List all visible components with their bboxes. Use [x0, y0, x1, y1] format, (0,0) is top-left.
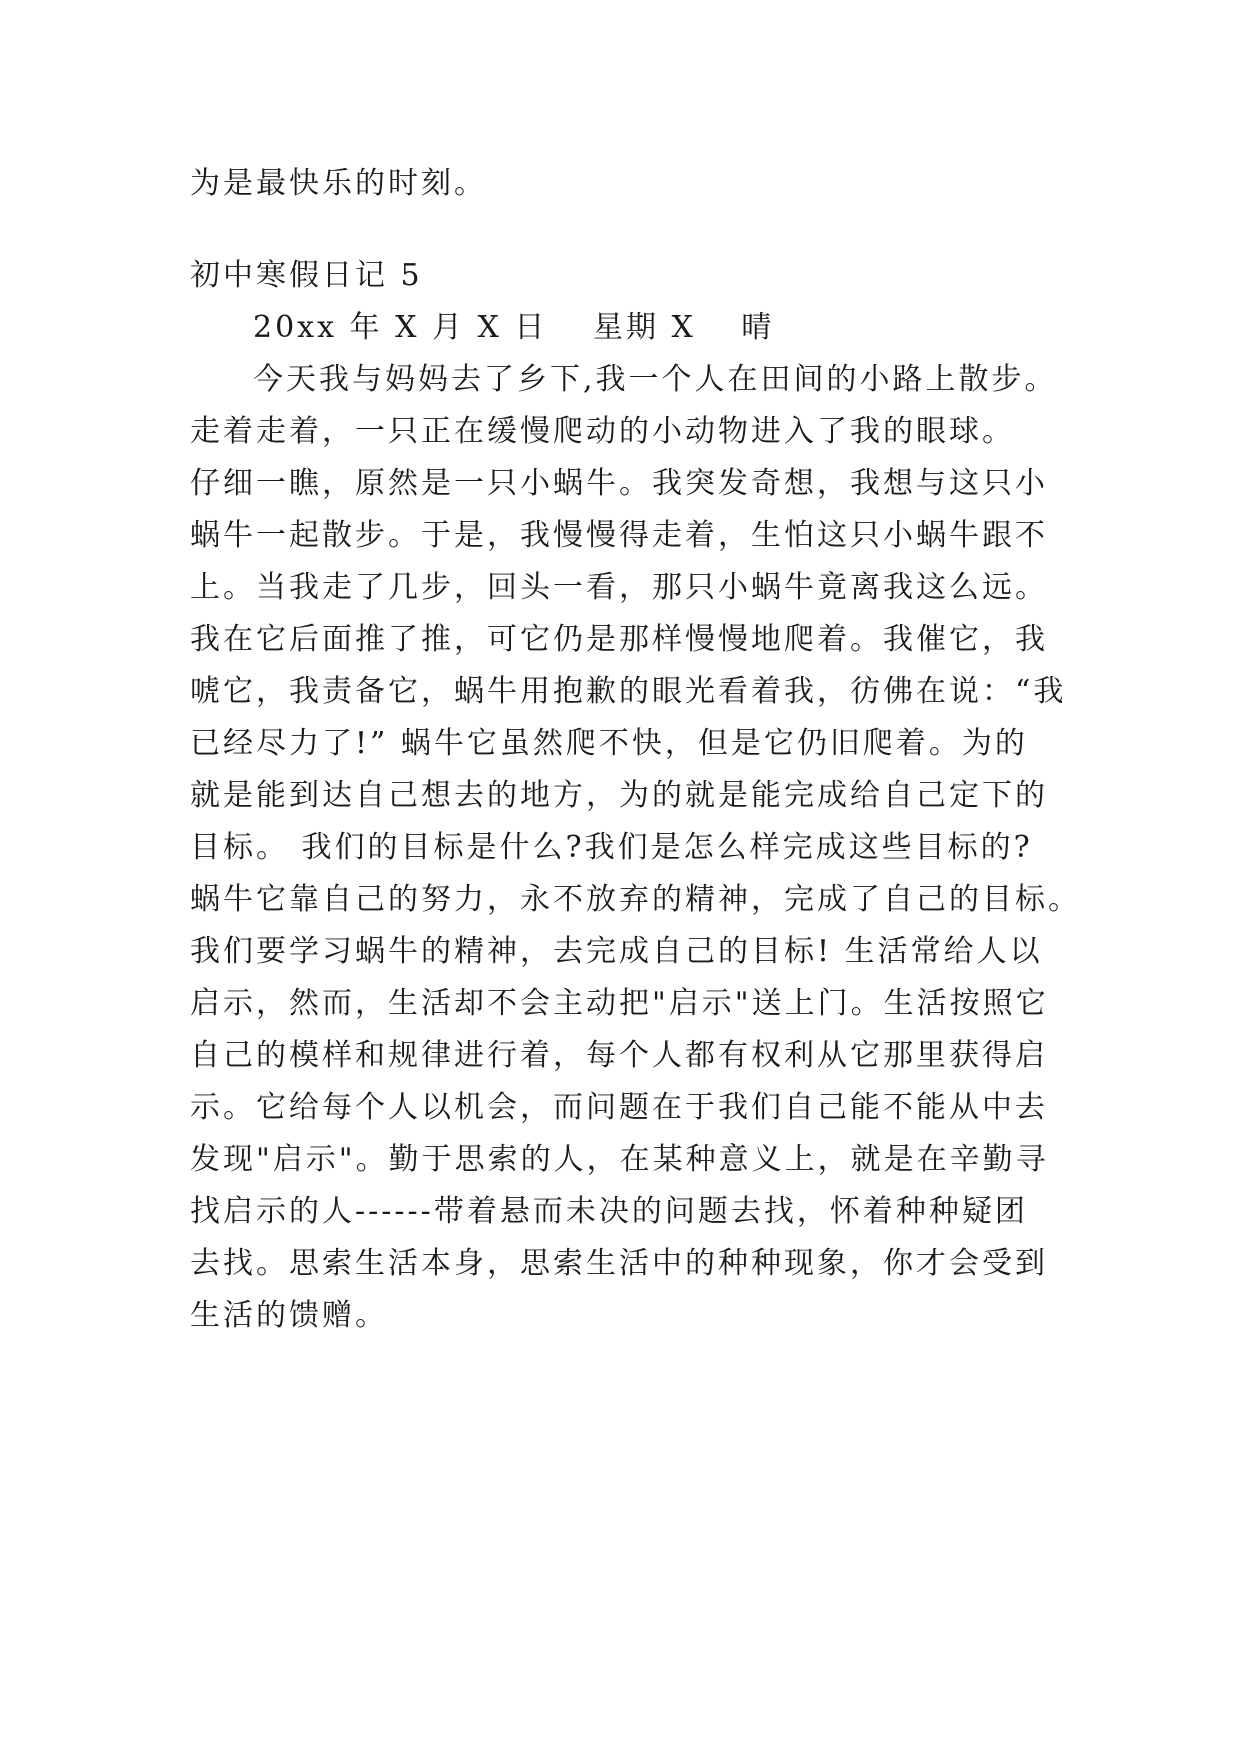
body-line: 已经尽力了!” 蜗牛它虽然爬不快，但是它仍旧爬着。为的 — [190, 726, 1028, 761]
body-line: 发现"启示"。勤于思索的人，在某种意义上，就是在辛勤寻 — [190, 1142, 1049, 1177]
previous-entry-tail: 为是最快乐的时刻。 — [190, 166, 487, 201]
body-line: 上。当我走了几步，回头一看，那只小蜗牛竟离我这么远。 — [190, 570, 1048, 605]
body-line: 目标。 我们的目标是什么?我们是怎么样完成这些目标的? — [190, 830, 1033, 865]
body-line: 就是能到达自己想去的地方，为的就是能完成给自己定下的 — [190, 778, 1048, 813]
body-line: 仔细一瞧，原然是一只小蜗牛。我突发奇想，我想与这只小 — [190, 466, 1048, 501]
body-line: 蜗牛它靠自己的努力，永不放弃的精神，完成了自己的目标。 — [190, 882, 1081, 917]
body-line: 生活的馈赠。 — [190, 1298, 388, 1333]
body-line: 蜗牛一起散步。于是，我慢慢得走着，生怕这只小蜗牛跟不 — [190, 518, 1048, 553]
body-line: 找启示的人------带着悬而未决的问题去找，怀着种种疑团 — [190, 1194, 1028, 1229]
body-line: 我在它后面推了推，可它仍是那样慢慢地爬着。我催它，我 — [190, 622, 1048, 657]
body-line: 自己的模样和规律进行着，每个人都有权利从它那里获得启 — [190, 1038, 1048, 1073]
body-line: 唬它，我责备它，蜗牛用抱歉的眼光看着我，彷佛在说：“我 — [190, 674, 1067, 709]
section-title: 初中寒假日记 5 — [190, 258, 423, 293]
body-line: 示。它给每个人以机会，而问题在于我们自己能不能从中去 — [190, 1090, 1048, 1125]
body-line: 去找。思索生活本身，思索生活中的种种现象，你才会受到 — [190, 1246, 1048, 1281]
body-line: 启示，然而，生活却不会主动把"启示"送上门。生活按照它 — [190, 986, 1049, 1021]
body-line: 走着走着，一只正在缓慢爬动的小动物进入了我的眼球。 — [190, 414, 1015, 449]
body-line: 今天我与妈妈去了乡下,我一个人在田间的小路上散步。 — [253, 362, 1058, 397]
diary-date-line: 20xx 年 X 月 X 日 星期 X 晴 — [253, 310, 775, 345]
body-line: 我们要学习蜗牛的精神，去完成自己的目标! 生活常给人以 — [190, 934, 1043, 969]
